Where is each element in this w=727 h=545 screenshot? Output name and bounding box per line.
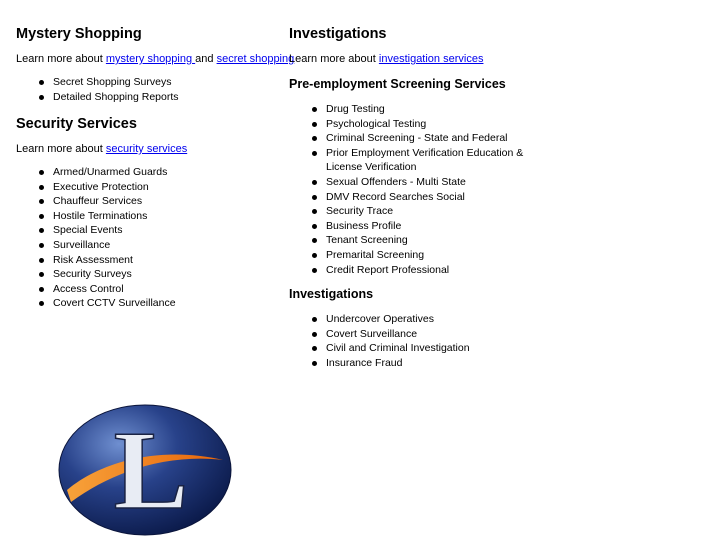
- mystery-shopping-lead: [16, 53, 294, 65]
- preemployment-heading: Pre-employment Screening Services: [289, 77, 506, 91]
- list-item: Armed/Unarmed Guards: [16, 165, 176, 180]
- investigations-subheading: Investigations: [289, 287, 374, 301]
- security-services-lead: [16, 143, 187, 155]
- list-item: Special Events: [16, 223, 176, 238]
- security-services-heading: Security Services: [16, 116, 137, 132]
- list-item: Hostile Terminations: [16, 209, 176, 224]
- list-item: Executive Protection: [16, 180, 176, 195]
- list-item: Psychological Testing: [289, 117, 549, 132]
- list-item: Covert Surveillance: [289, 327, 470, 342]
- list-item: Criminal Screening - State and Federal: [289, 131, 549, 146]
- list-item: Detailed Shopping Reports: [16, 90, 179, 105]
- preemployment-list: [289, 102, 549, 277]
- list-item: Risk Assessment: [16, 253, 176, 268]
- lead-prefix: Learn more about: [16, 53, 106, 65]
- list-item: Premarital Screening: [289, 248, 549, 263]
- lead-and: and: [195, 53, 217, 65]
- company-logo: [53, 398, 235, 542]
- list-item: DMV Record Searches Social: [289, 190, 549, 205]
- list-item: Access Control: [16, 282, 176, 297]
- list-item: Surveillance: [16, 238, 176, 253]
- security-services-list: [16, 165, 176, 311]
- list-item: Sexual Offenders - Multi State: [289, 175, 549, 190]
- mystery-shopping-list: [16, 75, 179, 104]
- logo-letter: L: [113, 409, 189, 533]
- logo-icon: [53, 398, 235, 542]
- list-item: Prior Employment Verification Education & License Verification: [289, 146, 549, 175]
- mystery-shopping-link[interactable]: mystery shopping: [105, 53, 196, 65]
- lead-prefix: Learn more about: [16, 143, 106, 155]
- list-item: Drug Testing: [289, 102, 549, 117]
- investigations-heading: Investigations: [289, 26, 387, 42]
- list-item: Chauffeur Services: [16, 194, 176, 209]
- lead-prefix: Learn more about: [289, 53, 379, 65]
- list-item: Business Profile: [289, 219, 549, 234]
- list-item: Tenant Screening: [289, 233, 549, 248]
- list-item: Undercover Operatives: [289, 312, 470, 327]
- investigation-services-link[interactable]: investigation services: [378, 53, 484, 65]
- list-item: Security Trace: [289, 204, 549, 219]
- list-item: Insurance Fraud: [289, 356, 470, 371]
- secret-shopping-link[interactable]: secret shopping: [216, 53, 295, 65]
- list-item: Covert CCTV Surveillance: [16, 296, 176, 311]
- investigations-list: [289, 312, 470, 370]
- mystery-shopping-heading: Mystery Shopping: [16, 26, 142, 42]
- list-item: Civil and Criminal Investigation: [289, 341, 470, 356]
- list-item: Secret Shopping Surveys: [16, 75, 179, 90]
- list-item: Security Surveys: [16, 267, 176, 282]
- list-item: Credit Report Professional: [289, 263, 549, 278]
- investigations-lead: [289, 53, 483, 65]
- security-services-link[interactable]: security services: [105, 143, 188, 155]
